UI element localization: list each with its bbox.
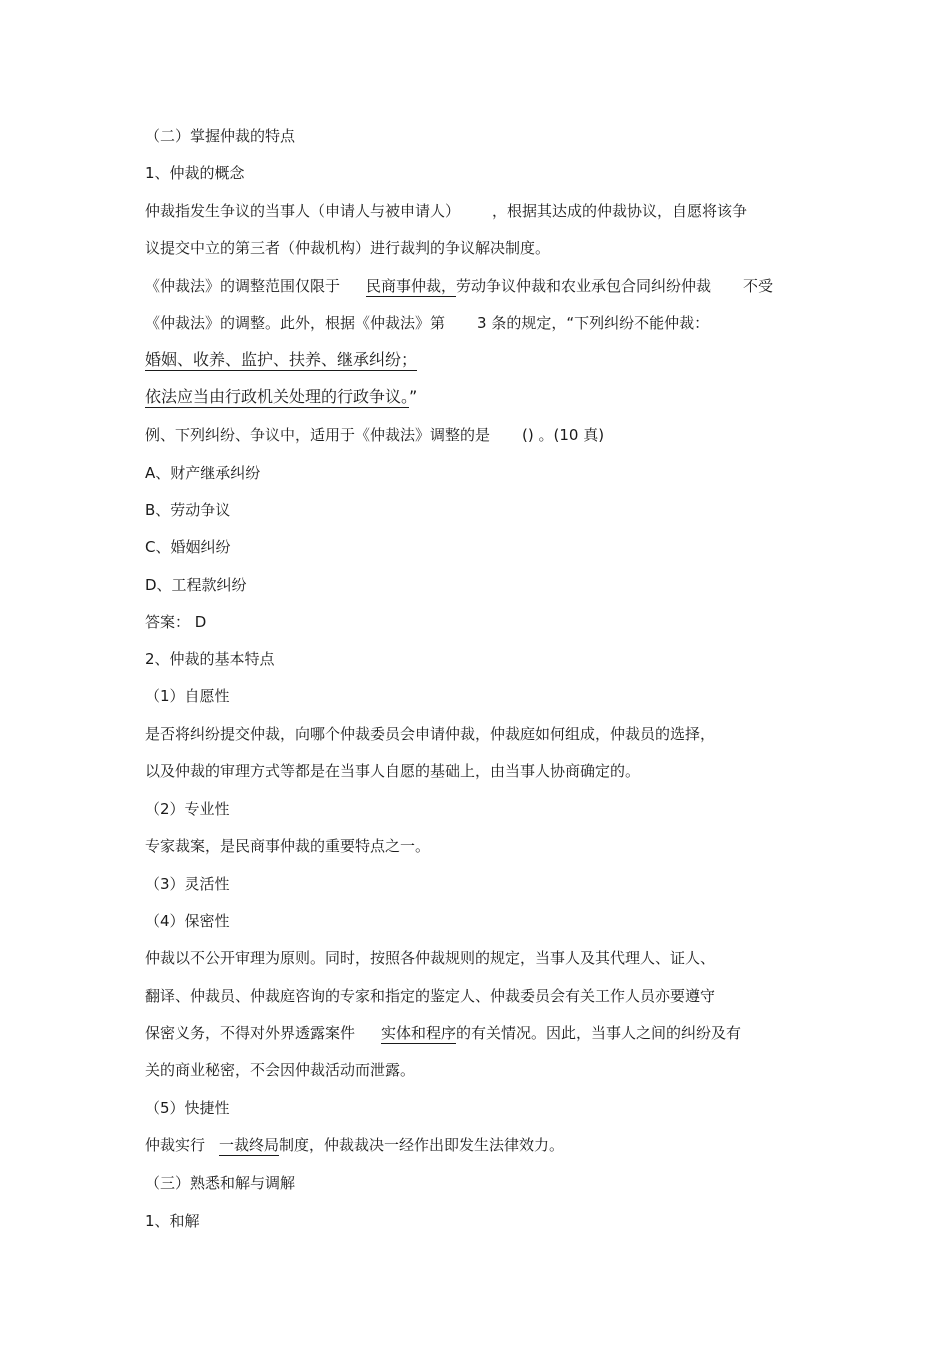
- feature-1-heading: （1）自愿性: [145, 687, 230, 705]
- feature-2-heading: （2）专业性: [145, 800, 230, 818]
- feature-5-heading: （5）快捷性: [145, 1099, 230, 1117]
- feature-5-line-1: [145, 1135, 564, 1155]
- feature-4-heading: （4）保密性: [145, 912, 230, 930]
- exclusion-item-2: [145, 387, 417, 407]
- section-heading-3: （三）熟悉和解与调解: [145, 1174, 296, 1192]
- underlined-substance-procedure: 实体和程序: [381, 1024, 457, 1042]
- feature-1-line-2: 以及仲裁的审理方式等都是在当事人自愿的基础上，由当事人协商确定的。: [145, 762, 641, 780]
- feature-5-text-a: 仲裁实行: [145, 1136, 206, 1154]
- example-question: [145, 425, 604, 445]
- underlined-final-award: 一裁终局: [219, 1136, 280, 1154]
- feature-5-text-b: 制度，仲裁裁决一经作出即发生法律效力。: [279, 1136, 565, 1154]
- heading-concept: 1、仲裁的概念: [145, 164, 245, 182]
- feature-4-line-2: 翻译、仲裁员、仲裁庭咨询的专家和指定的鉴定人、仲裁委员会有关工作人员亦要遵守: [145, 987, 716, 1005]
- scope-text-b: 劳动争议仲裁和农业承包合同纠纷仲裁: [456, 277, 712, 295]
- underlined-civil-commercial: 民商事仲裁，: [366, 277, 457, 295]
- feature-4-line-1: 仲裁以不公开审理为原则。同时，按照各仲裁规则的规定，当事人及其代理人、证人、: [145, 949, 716, 967]
- example-text-b: () 。(10 真): [522, 426, 605, 444]
- option-c: C、婚姻纠纷: [145, 538, 231, 556]
- exclusion-item-1: [145, 350, 417, 370]
- feature-4-line-4: 关的商业秘密，不会因仲裁活动而泄露。: [145, 1061, 416, 1079]
- feature-2-line-1: 专家裁案，是民商事仲裁的重要特点之一。: [145, 837, 431, 855]
- exclusion-text-1: 婚姻、收养、监护、扶养、继承纠纷；: [145, 350, 418, 369]
- concept-text-b: ，根据其达成的仲裁协议，自愿将该争: [492, 202, 748, 220]
- feature-4-text-a: 保密义务，不得对外界透露案件: [145, 1024, 356, 1042]
- option-d: D、工程款纠纷: [145, 576, 247, 594]
- feature-1-line-1: 是否将纠纷提交仲裁，向哪个仲裁委员会申请仲裁，仲裁庭如何组成，仲裁员的选择，: [145, 725, 716, 743]
- heading-settlement: 1、和解: [145, 1212, 200, 1230]
- exclusion-close-quote: ”: [409, 387, 418, 406]
- scope2-text-a: 《仲裁法》的调整。此外，根据《仲裁法》第: [145, 314, 446, 332]
- exclusion-text-2: 依法应当由行政机关处理的行政争议。: [145, 387, 410, 406]
- example-text-a: 例、下列纠纷、争议中，适用于《仲裁法》调整的是: [145, 426, 491, 444]
- scope-line-1: [145, 276, 773, 296]
- scope-text-a: 《仲裁法》的调整范围仅限于: [145, 277, 341, 295]
- scope-text-c: 不受: [743, 277, 774, 295]
- answer: 答案： D: [145, 613, 207, 631]
- concept-paragraph-line-1: [145, 201, 747, 221]
- option-b: B、劳动争议: [145, 501, 231, 519]
- feature-4-line-3: [145, 1023, 741, 1043]
- feature-3-heading: （3）灵活性: [145, 875, 230, 893]
- feature-4-text-b: 的有关情况。因此，当事人之间的纠纷及有: [456, 1024, 742, 1042]
- option-a: A、财产继承纠纷: [145, 464, 261, 482]
- concept-text-a: 仲裁指发生争议的当事人（申请人与被申请人）: [145, 202, 461, 220]
- section-heading-2: （二）掌握仲裁的特点: [145, 127, 296, 145]
- concept-paragraph-line-2: 议提交中立的第三者（仲裁机构）进行裁判的争议解决制度。: [145, 239, 551, 257]
- scope2-text-b: 3 条的规定，“下列纠纷不能仲裁：: [477, 314, 710, 332]
- scope-line-2: [145, 313, 709, 333]
- heading-features: 2、仲裁的基本特点: [145, 650, 275, 668]
